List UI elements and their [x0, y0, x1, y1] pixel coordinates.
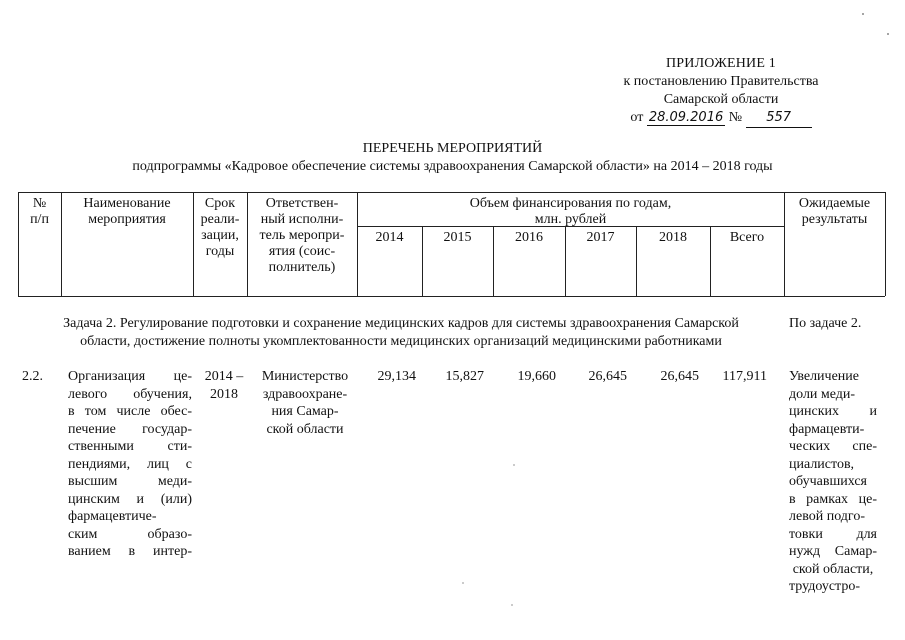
header-year-2014: 2014 [375, 230, 404, 245]
scan-speck [862, 13, 864, 15]
row-executor: Министерство здравоохране- ния Самар- ской области [261, 369, 349, 437]
from-label: от [630, 110, 644, 125]
header-year-2018: 2018 [659, 230, 687, 245]
value-2014: 29,134 [377, 369, 416, 384]
task-text: Задача 2. Регулирование подготовки и сохранение медицинских кадров для системы здравоохранения Самарской области, достижение полноты укомплектованности медицинских организаций медицинскими работниками [63, 316, 739, 349]
header-num: № п/п [30, 196, 49, 227]
handwritten-number: 557 [746, 109, 812, 128]
row-number: 2.2. [22, 369, 43, 384]
header-executor: Ответствен- ный исполни- тель меропри- ятия (соис- полнитель) [259, 196, 345, 275]
header-total: Всего [729, 230, 765, 245]
attachment-title: ПРИЛОЖЕНИЕ 1 [665, 56, 777, 71]
scan-speck [462, 582, 464, 584]
header-year-2016: 2016 [515, 230, 543, 245]
attachment-line-2: к постановлению Правительства [623, 74, 819, 89]
header-results: Ожидаемые результаты [798, 196, 871, 227]
document-title: ПЕРЕЧЕНЬ МЕРОПРИЯТИЙ [362, 141, 543, 156]
scan-speck [511, 604, 513, 606]
value-total: 117,911 [722, 369, 767, 384]
header-name: Наименование мероприятия [83, 196, 171, 227]
value-2016: 19,660 [517, 369, 556, 384]
number-label: № [728, 110, 743, 125]
scan-speck [887, 33, 889, 35]
header-year-2017: 2017 [586, 230, 615, 245]
header-term: Срок реали- зации, годы [200, 196, 240, 259]
row-result: Увеличение доли меди- цинских и фармацевти- ческих спе- циалистов, обучавшихся в рамках це- левой подго- товки для нужд Самар- ской области, трудоустро- [789, 369, 877, 594]
value-2015: 15,827 [445, 369, 484, 384]
document-subtitle: подпрограммы «Кадровое обеспечение системы здравоохранения Самарской области» на 2014 – 2018 годы [132, 159, 773, 174]
attachment-block [596, 55, 846, 128]
value-2018: 26,645 [660, 369, 699, 384]
attachment-line-3: Самарской области [663, 92, 779, 107]
header-funding: Объем финансирования по годам, млн. рублей [469, 196, 672, 227]
row-term: 2014 – 2018 [204, 369, 244, 402]
handwritten-date: 28.09.2016 [648, 110, 724, 125]
task-result: По задаче 2. [789, 316, 862, 331]
scan-speck [513, 464, 515, 466]
row-name: Организация це- левого обучения, в том числе обес- печение государ- ственными сти- пендиями, лиц с высшим меди- цинским и (или) фармацевтиче- ским образо- ванием в интер- [68, 369, 192, 559]
header-year-2015: 2015 [443, 230, 472, 245]
value-2017: 26,645 [588, 369, 627, 384]
attachment-date-line [596, 109, 846, 128]
